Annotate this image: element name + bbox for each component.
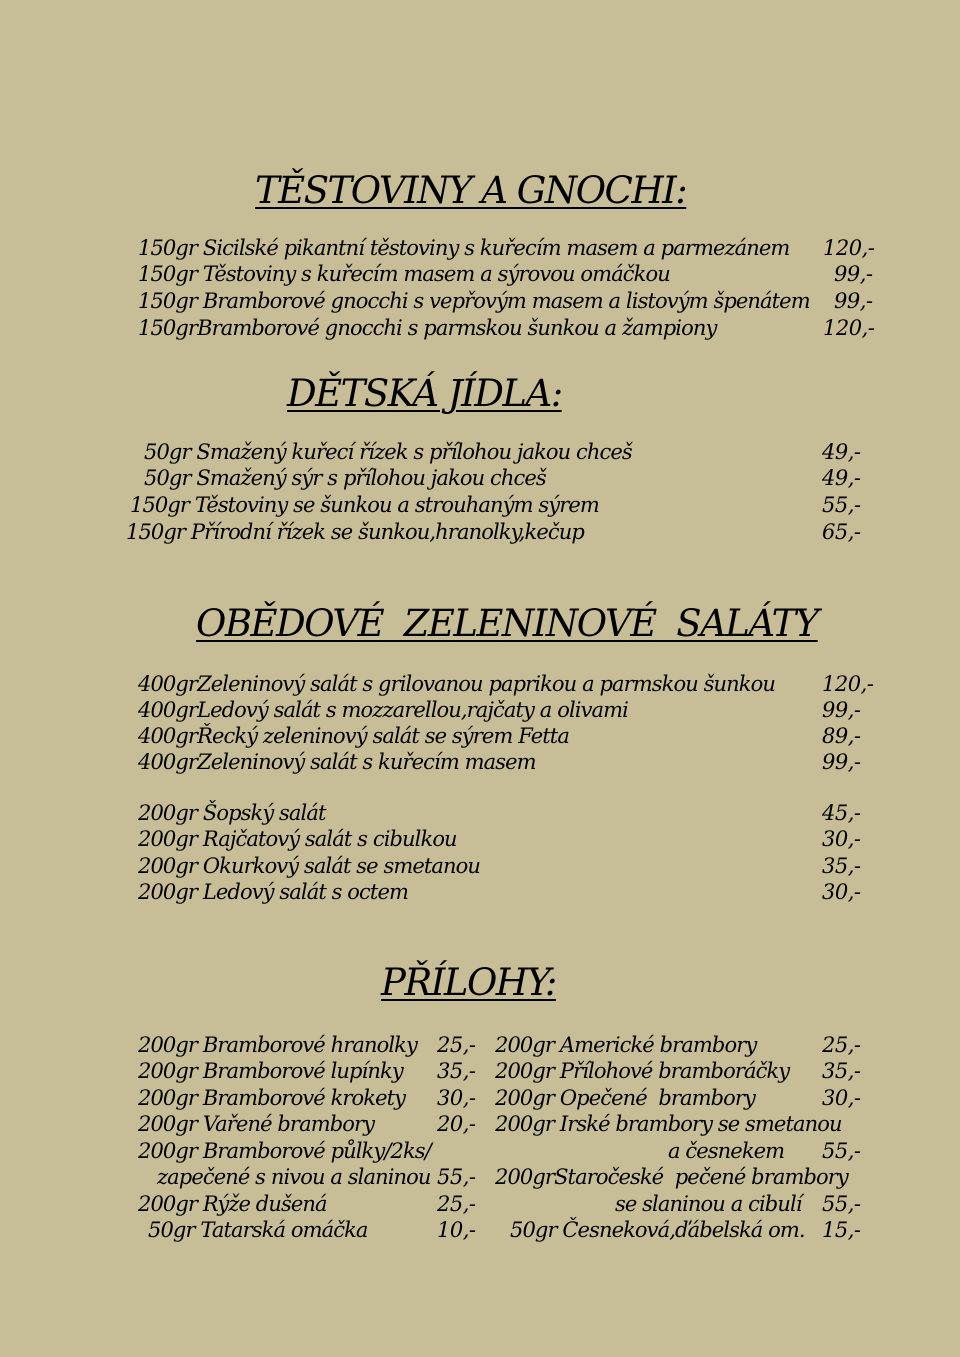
- menu-item-price: 20,-: [437, 1112, 476, 1136]
- menu-item-price: 89,-: [822, 724, 861, 748]
- section-title-kids: DĚTSKÁ JÍDLA:: [287, 372, 562, 415]
- menu-item-price: 35,-: [822, 854, 861, 878]
- menu-item-price: 25,-: [437, 1033, 476, 1057]
- menu-item-price: 99,-: [834, 262, 873, 286]
- section-title-sides: PŘÍLOHY:: [381, 961, 556, 1004]
- menu-item-price: 120,-: [822, 672, 874, 696]
- menu-item-name: 200gr Ledový salát s octem: [138, 880, 408, 904]
- menu-item-name: 200gr Bramborové krokety: [138, 1086, 406, 1110]
- menu-item-price: 35,-: [437, 1059, 476, 1083]
- menu-item-price: 15,-: [822, 1218, 861, 1242]
- menu-item-price: 30,-: [822, 1086, 861, 1110]
- menu-item-name: 200gr Přílohové bramboráčky: [495, 1059, 790, 1083]
- menu-item-name: 200gr Rajčatový salát s cibulkou: [138, 827, 457, 851]
- menu-item-name: 200gr Bramborové půlky/2ks/: [138, 1139, 431, 1163]
- menu-item-name: 200gr Irské brambory se smetanou: [495, 1112, 842, 1136]
- menu-item-name: 150gr Přírodní řízek se šunkou,hranolky,kečup: [126, 520, 584, 544]
- menu-item-name: 200gr Opečené brambory: [495, 1086, 756, 1110]
- menu-item-price: 55,-: [822, 493, 861, 517]
- menu-item-name: 150gr Těstoviny se šunkou a strouhaným sýrem: [130, 493, 599, 517]
- menu-item-name: 150gr Sicilské pikantní těstoviny s kuřecím masem a parmezánem: [138, 236, 790, 260]
- menu-item-price: 30,-: [437, 1086, 476, 1110]
- section-title-pasta: TĚSTOVINY A GNOCHI:: [255, 169, 687, 212]
- menu-item-name: zapečené s nivou a slaninou: [157, 1165, 431, 1189]
- menu-item-price: 25,-: [437, 1192, 476, 1216]
- menu-item-name: 400grZeleninový salát s kuřecím masem: [138, 750, 536, 774]
- menu-item-price: 55,-: [437, 1165, 476, 1189]
- menu-item-name: a česnekem: [668, 1139, 785, 1163]
- menu-item-name: 50gr Tatarská omáčka: [148, 1218, 368, 1242]
- menu-item-name: 400grŘecký zeleninový salát se sýrem Fetta: [138, 724, 569, 748]
- menu-item-price: 35,-: [822, 1059, 861, 1083]
- menu-item-price: 120,-: [823, 316, 875, 340]
- menu-item-price: 120,-: [823, 236, 875, 260]
- menu-item-price: 10,-: [437, 1218, 476, 1242]
- menu-item-name: 200gr Americké brambory: [495, 1033, 757, 1057]
- menu-item-price: 99,-: [822, 750, 861, 774]
- menu-item-price: 30,-: [822, 880, 861, 904]
- menu-item-name: 200gr Rýže dušená: [138, 1192, 327, 1216]
- menu-item-price: 99,-: [834, 289, 873, 313]
- menu-item-price: 49,-: [822, 440, 861, 464]
- menu-item-name: 50gr Smažený sýr s přílohou jakou chceš: [144, 466, 546, 490]
- menu-item-name: 200gr Šopský salát: [138, 801, 326, 825]
- menu-item-name: 200gr Okurkový salát se smetanou: [138, 854, 481, 878]
- menu-item-name: 150gr Těstoviny s kuřecím masem a sýrovou omáčkou: [138, 262, 670, 286]
- menu-item-price: 45,-: [822, 801, 861, 825]
- section-title-salads: OBĚDOVÉ ZELENINOVÉ SALÁTY: [196, 602, 818, 645]
- menu-item-name: 50gr Česneková,ďábelská om.: [510, 1218, 805, 1242]
- menu-item-name: 400grZeleninový salát s grilovanou paprikou a parmskou šunkou: [138, 672, 775, 696]
- menu-item-name: 50gr Smažený kuřecí řízek s přílohou jakou chceš: [144, 440, 632, 464]
- menu-item-price: 30,-: [822, 827, 861, 851]
- menu-item-name: 200gr Bramborové lupínky: [138, 1059, 403, 1083]
- menu-item-name: 200grStaročeské pečené brambory: [495, 1165, 848, 1189]
- menu-item-price: 65,-: [822, 520, 861, 544]
- menu-item-price: 25,-: [822, 1033, 861, 1057]
- menu-item-price: 99,-: [822, 698, 861, 722]
- menu-item-name: 150grBramborové gnocchi s parmskou šunkou a žampiony: [138, 316, 717, 340]
- menu-item-price: 49,-: [822, 466, 861, 490]
- menu-item-price: 55,-: [822, 1192, 861, 1216]
- menu-item-name: 150gr Bramborové gnocchi s vepřovým masem a listovým špenátem: [138, 289, 810, 313]
- menu-item-name: se slaninou a cibulí: [615, 1192, 802, 1216]
- menu-item-price: 55,-: [822, 1139, 861, 1163]
- menu-item-name: 200gr Bramborové hranolky: [138, 1033, 417, 1057]
- menu-item-name: 400grLedový salát s mozzarellou,rajčaty a olivami: [138, 698, 628, 722]
- menu-item-name: 200gr Vařené brambory: [138, 1112, 375, 1136]
